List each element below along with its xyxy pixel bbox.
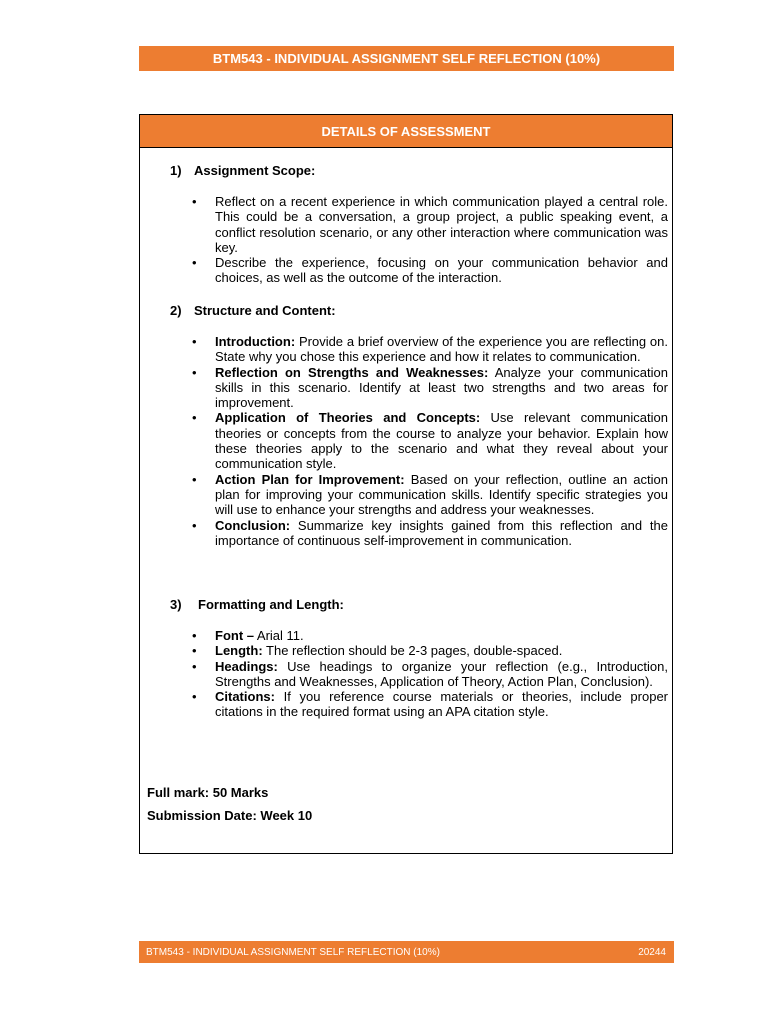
header-banner: BTM543 - INDIVIDUAL ASSIGNMENT SELF REFLECTION (10%) [139, 46, 674, 71]
list-item [192, 659, 668, 690]
full-mark: Full mark: 50 Marks [147, 785, 269, 800]
section-heading-structure [170, 303, 336, 318]
item-bold-label: Font – [215, 628, 254, 643]
item-text: Provide a brief overview of the experience you are reflecting on. State why you chose this experience and how it relates to communication. [215, 334, 668, 365]
list-item [192, 194, 668, 255]
list-item [192, 472, 668, 518]
item-bold-label: Reflection on Strengths and Weaknesses: [215, 364, 489, 380]
section-number: 2) [170, 303, 182, 318]
item-text: The reflection should be 2-3 pages, double-spaced. [262, 643, 563, 659]
item-bold-label: Action Plan for Improvement: [215, 471, 405, 487]
item-bold-label: Application of Theories and Concepts: [215, 410, 481, 426]
footer-banner [139, 941, 674, 963]
item-text: If you reference course materials or theories, include proper citations in the required format using an APA citation style. [215, 689, 668, 720]
assessment-details-box [139, 114, 673, 854]
bullet-icon: • [192, 194, 197, 209]
item-text: Arial 11. [254, 628, 304, 643]
item-text: Use relevant communication theories or concepts from the course to analyze your behavior. Explain how these theories apply to the scenario and what they reveal about your communication style. [215, 410, 668, 472]
item-bold-label: Citations: [215, 689, 275, 705]
item-bold-label: Introduction: [215, 334, 296, 349]
structure-list [192, 334, 668, 548]
formatting-list [192, 628, 668, 720]
bullet-icon: • [192, 628, 197, 643]
bullet-icon: • [192, 471, 197, 487]
footer-code: 20244 [638, 946, 666, 958]
section-heading-formatting [170, 597, 344, 612]
item-text: Based on your reflection, outline an action plan for improving your communication skills. Identify specific strategies you will use to enhance your strengths and address your weaknesses. [215, 471, 668, 518]
list-item [192, 628, 668, 643]
section-title: Assignment Scope: [194, 163, 316, 178]
item-text: Describe the experience, focusing on your communication behavior and choices, as well as the outcome of the interaction. [215, 255, 668, 286]
item-bold-label: Headings: [215, 658, 278, 674]
list-item [192, 255, 668, 286]
item-text: Use headings to organize your reflection (e.g., Introduction, Strengths and Weaknesses, Application of Theory, Action Plan, Conclusion). [215, 658, 668, 689]
bullet-icon: • [192, 689, 197, 705]
section-heading-scope [170, 163, 315, 178]
section-title: Formatting and Length: [198, 597, 344, 612]
item-text: Reflect on a recent experience in which communication played a central role. This could be a conversation, a group project, a public speaking event, a conflict resolution scenario, or any other interaction where communication was key. [215, 194, 668, 255]
bullet-icon: • [192, 255, 197, 271]
bullet-icon: • [192, 658, 197, 674]
assessment-content [140, 115, 672, 853]
bullet-icon: • [192, 410, 197, 426]
list-item [192, 689, 668, 720]
bullet-icon: • [192, 517, 197, 533]
section-title: Structure and Content: [194, 303, 336, 318]
submission-date: Submission Date: Week 10 [147, 808, 313, 823]
list-item [192, 518, 668, 549]
box-title: DETAILS OF ASSESSMENT [140, 115, 672, 148]
scope-list [192, 194, 668, 286]
bullet-icon: • [192, 334, 197, 349]
item-bold-label: Length: [215, 643, 263, 659]
section-number: 1) [170, 163, 182, 178]
footer-title: BTM543 - INDIVIDUAL ASSIGNMENT SELF REFLECTION (10%) [146, 946, 440, 958]
list-item [192, 410, 668, 471]
list-item [192, 365, 668, 411]
item-text: Analyze your communication skills in this scenario. Identify at least two strengths and two areas for improvement. [215, 364, 668, 411]
section-number: 3) [170, 597, 182, 612]
item-bold-label: Conclusion: [215, 517, 291, 533]
list-item [192, 643, 668, 658]
bullet-icon: • [192, 364, 197, 380]
item-text: Summarize key insights gained from this reflection and the importance of continuous self-improvement in communication. [215, 517, 668, 548]
list-item [192, 334, 668, 365]
bullet-icon: • [192, 643, 197, 659]
